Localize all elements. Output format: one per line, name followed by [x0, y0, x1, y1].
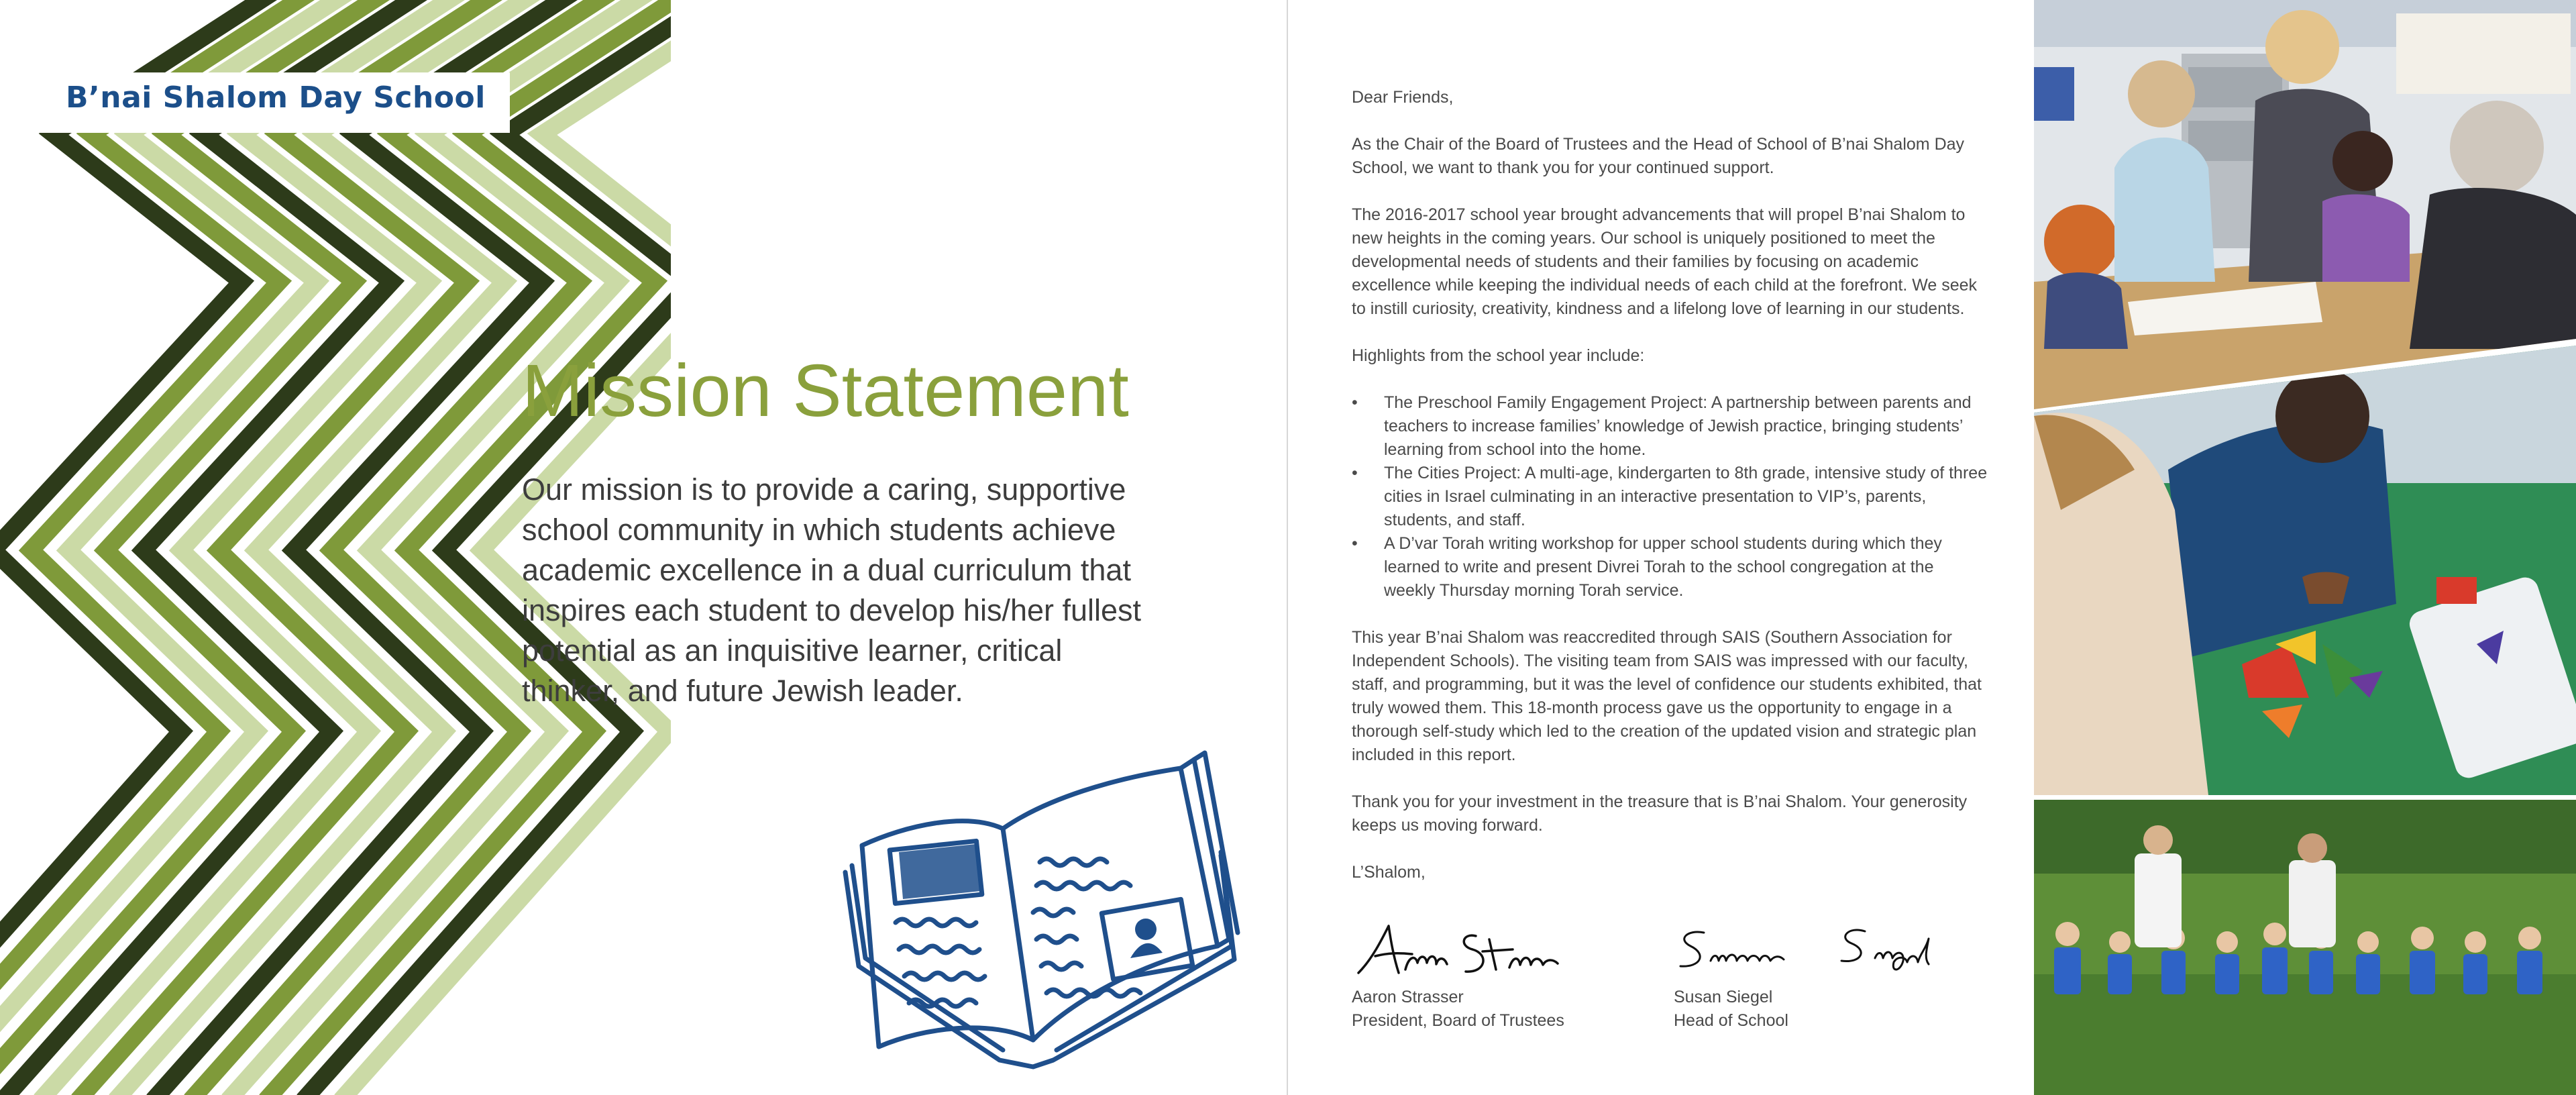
letter-paragraph-4: Thank you for your investment in the treasure that is B’nai Shalom. Your generosity keeps us moving forward. [1352, 792, 1968, 835]
highlight-text: The Cities Project: A multi-age, kindergarten to 8th grade, intensive study of three cities in Israel culminating in an interactive presentation to VIP’s, parents, students, and staff. [1384, 464, 1988, 529]
letter-paragraph-3: This year B’nai Shalom was reaccredited through SAIS (Southern Association for Independent Schools). The visiting team from SAIS was impressed with our faculty, staff, and programming, but it was the level of confidence our students exhibited, that truly wowed them. This 18-month process gave us the opportunity to engage in a thorough self-study which led to the creation of the updated vision and strategic plan included in this report. [1352, 628, 1982, 764]
signatory-block [1674, 919, 1976, 1040]
signatory-name: Susan Siegel [1674, 988, 1773, 1006]
letter-salutation: Dear Friends, [1352, 88, 1454, 107]
highlight-text: A D’var Torah writing workshop for upper school students during which they learned to write and present Divrei Torah to the school congregation at the weekly Thursday morning Torah service. [1384, 534, 1942, 600]
signatory-block [1352, 919, 1654, 1040]
list-item [1352, 532, 1989, 603]
letter-body [1352, 86, 1989, 908]
mission-text: Our mission is to provide a caring, supportive school community in which students achieve academic excellence in a dual curriculum that inspires each student to develop his/her fullest potential as an inquisitive learner, critical thinker, and future Jewish leader. [522, 472, 1142, 708]
susan-siegel-signature [1674, 919, 1976, 983]
highlights-intro: Highlights from the school year include: [1352, 346, 1645, 365]
bullet-icon: • [1352, 464, 1358, 482]
bullet-icon: • [1352, 393, 1358, 412]
mission-page [0, 0, 1287, 1095]
highlights-list [1352, 391, 1989, 603]
aaron-strasser-signature [1352, 919, 1566, 983]
signatory-name: Aaron Strasser [1352, 988, 1464, 1006]
page-divider [1287, 0, 1288, 1095]
school-name: B’nai Shalom Day School [66, 81, 486, 115]
list-item [1352, 391, 1989, 462]
letter-paragraph-2: The 2016-2017 school year brought advancements that will propel B’nai Shalom to new heights in the coming years. Our school is uniquely positioned to meet the developmental needs of students and their families by focusing on academic excellence while keeping the individual needs of each child at the forefront. We seek to instill curiosity, creativity, kindness and a lifelong love of learning in our students. [1352, 205, 1978, 318]
photo-collage [2034, 0, 2576, 1095]
letter-paragraph-1: As the Chair of the Board of Trustees and the Head of School of B’nai Shalom Day School, we want to thank you for your continued support. [1352, 135, 1965, 177]
bullet-icon: • [1352, 534, 1358, 553]
classroom-reading-photo [2034, 0, 2576, 416]
signatory-title: President, Board of Trustees [1352, 1011, 1564, 1030]
list-item [1352, 462, 1989, 532]
highlight-text: The Preschool Family Engagement Project: A partnership between parents and teachers to increase families’ knowledge of Jewish practice, bringing students’ learning from school into the home. [1384, 393, 1972, 459]
letter-closing: L’Shalom, [1352, 863, 1426, 882]
garden-field-trip-photo [2034, 800, 2576, 1095]
signature-area [1352, 919, 1989, 1040]
signatory-title: Head of School [1674, 1011, 1788, 1030]
mission-title: Mission Statement [522, 350, 1129, 432]
open-book-icon [832, 745, 1248, 1080]
